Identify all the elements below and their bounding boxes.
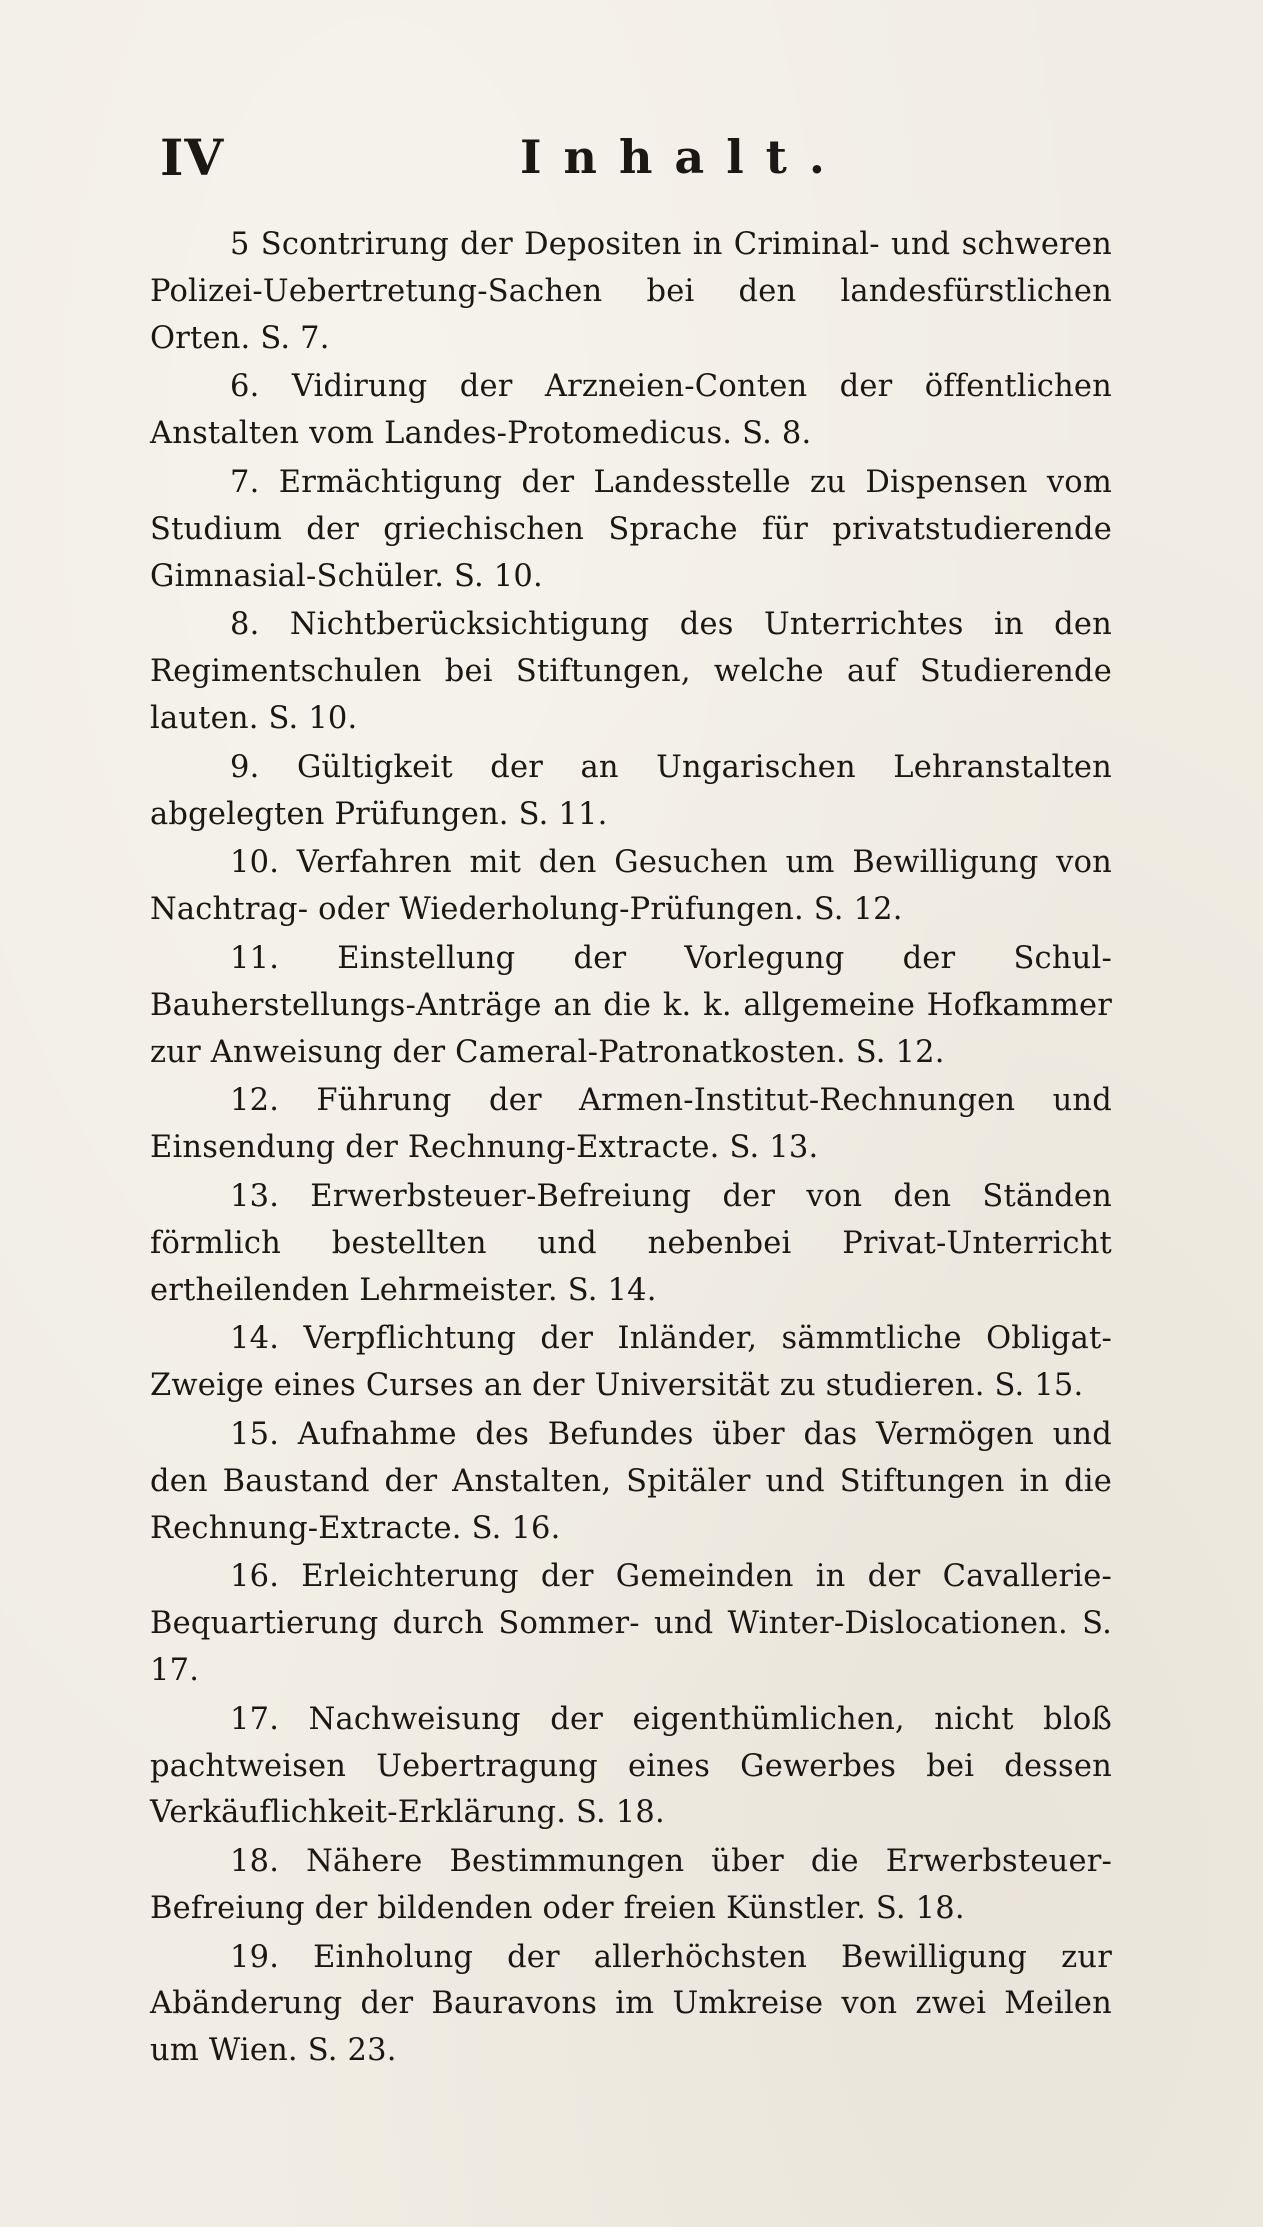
toc-entry — [150, 222, 1112, 362]
toc-entry — [150, 1839, 1112, 1933]
toc-entry — [150, 1935, 1112, 2075]
toc-entry-text: 17. Nachweisung der eigenthümlichen, nicht bloß pachtweisen Uebertragung eines Gewerbes bei dessen Verkäuflichkeit-Erklärung. S. 18. — [150, 1701, 1112, 1831]
toc-entry — [150, 840, 1112, 934]
toc-entry-text: 19. Einholung der allerhöchsten Bewilligung zur Abänderung der Bauravons im Umkreise von zwei Meilen um Wien. S. 23. — [150, 1939, 1112, 2069]
toc-entry-text: 13. Erwerbsteuer-Befreiung der von den Ständen förmlich bestellten und nebenbei Privat-Unterricht ertheilenden Lehrmeister. S. 14. — [150, 1178, 1112, 1308]
toc-entry-text: 5 Scontrirung der Depositen in Criminal- und schweren Polizei-Uebertretung-Sachen bei den landesfürstlichen Orten. S. 7. — [150, 227, 1112, 356]
toc-entry-text: 16. Erleichterung der Gemeinden in der Cavallerie-Bequartierung durch Sommer- und Winter-Dislocationen. S. 17. — [150, 1559, 1112, 1688]
page-header — [160, 128, 1120, 198]
toc-entry — [150, 460, 1112, 600]
toc-entry — [150, 1412, 1112, 1552]
table-of-contents — [150, 222, 1112, 2077]
toc-entry-text: 11. Einstellung der Vorlegung der Schul-Bauherstellungs-Anträge an die k. k. allgemeine Hofkammer zur Anweisung der Cameral-Patronatkosten. S. 12. — [150, 940, 1112, 1070]
toc-entry — [150, 936, 1112, 1076]
toc-entry — [150, 1554, 1112, 1694]
toc-entry — [150, 1316, 1112, 1410]
toc-entry — [150, 1697, 1112, 1837]
toc-entry-text: 15. Aufnahme des Befundes über das Vermögen und den Baustand der Anstalten, Spitäler und Stiftungen in die Rechnung-Extracte. S. 16. — [150, 1416, 1112, 1546]
toc-entry-text: 9. Gültigkeit der an Ungarischen Lehranstalten abgelegten Prüfungen. S. 11. — [150, 749, 1112, 832]
toc-entry — [150, 602, 1112, 742]
toc-entry-text: 12. Führung der Armen-Institut-Rechnungen und Einsendung der Rechnung-Extracte. S. 13. — [150, 1083, 1112, 1166]
toc-entry-text: 10. Verfahren mit den Gesuchen um Bewilligung von Nachtrag- oder Wiederholung-Prüfungen. S. 12. — [150, 845, 1112, 928]
toc-entry — [150, 1078, 1112, 1172]
toc-entry-text: 8. Nichtberücksichtigung des Unterrichtes in den Regimentschulen bei Stiftungen, welche auf Studierende lauten. S. 10. — [150, 607, 1112, 736]
toc-entry-text: 6. Vidirung der Arzneien-Conten der öffentlichen Anstalten vom Landes-Protomedicus. S. 8. — [150, 369, 1112, 452]
toc-entry — [150, 364, 1112, 458]
running-title: Inhalt. — [520, 130, 847, 184]
toc-entry — [150, 745, 1112, 839]
toc-entry-text: 7. Ermächtigung der Landesstelle zu Dispensen vom Studium der griechischen Sprache für privatstudierende Gimnasial-Schüler. S. 10. — [150, 464, 1112, 594]
toc-entry-text: 18. Nähere Bestimmungen über die Erwerbsteuer-Befreiung der bildenden oder freien Künstler. S. 18. — [150, 1844, 1112, 1926]
toc-entry-text: 14. Verpflichtung der Inländer, sämmtliche Obligat-Zweige eines Curses an der Universität zu studieren. S. 15. — [150, 1321, 1112, 1404]
page-number: IV — [160, 128, 225, 187]
toc-entry — [150, 1174, 1112, 1314]
